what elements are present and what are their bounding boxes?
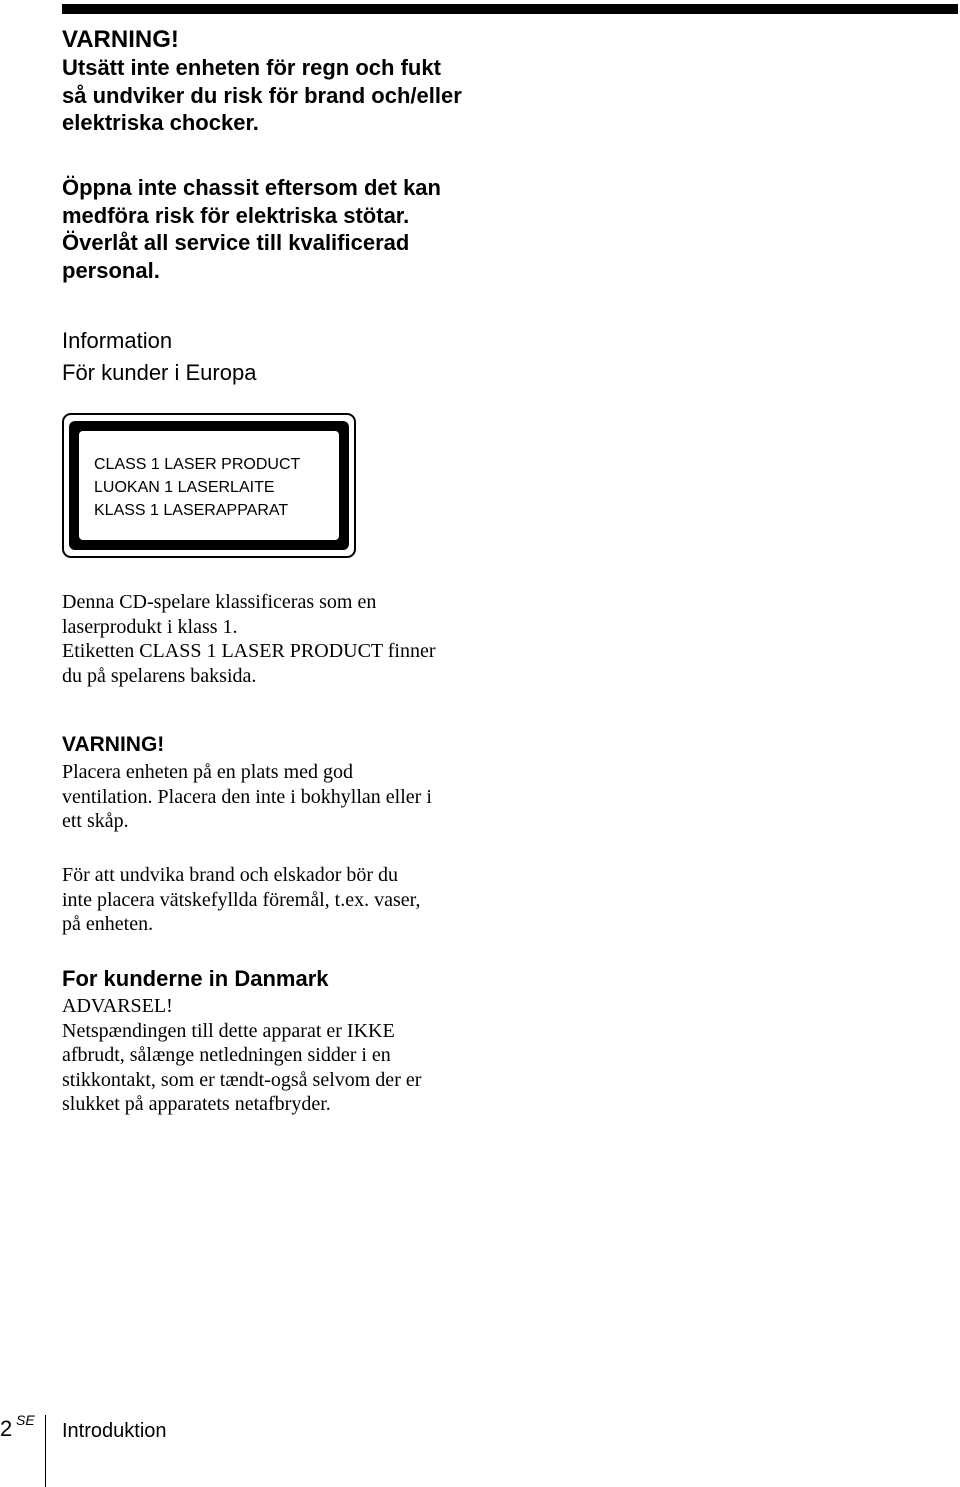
information-subheading: För kunder i Europa [62,360,257,385]
denmark-block [62,964,421,1117]
information-heading: Information [62,328,173,353]
paragraph-line: afbrudt, sålænge netledningen sidder i en [62,1044,391,1066]
warning-block-3 [62,730,432,834]
page-number: 2 [0,1416,13,1441]
language-code: SE [16,1412,35,1428]
warning-line: Utsätt inte enheten för regn och fukt [62,55,441,80]
warning-block-4 [62,863,420,937]
advarsel-label: ADVARSEL! [62,995,173,1017]
laser-class-label [62,413,356,558]
label-line: LUOKAN 1 LASERLAITE [94,479,275,496]
warning-block-2 [62,174,441,284]
information-block [62,325,256,389]
paragraph-line: inte placera vätskefyllda föremål, t.ex. vaser, [62,888,421,911]
paragraph-line: på enheten. [62,913,154,935]
top-rule [62,4,958,14]
label-line: KLASS 1 LASERAPPARAT [94,502,289,519]
warning-line: medföra risk för elektriska stötar. [62,202,410,228]
paragraph-line: stikkontakt, som er tændt-også selvom der er [62,1068,422,1091]
paragraph-line: Etiketten CLASS 1 LASER PRODUCT finner [62,640,436,662]
paragraph-line: För att undvika brand och elskador bör du [62,864,399,886]
warning-line: Överlåt all service till kvalificerad [62,230,410,255]
paragraph-line: slukket på apparatets netafbryder. [62,1093,331,1115]
warning-line: så undviker du risk för brand och/eller [62,82,462,108]
warning-line: Öppna inte chassit eftersom det kan [62,175,441,200]
section-name: Introduktion [62,1420,167,1442]
warning-line: personal. [62,257,160,283]
label-line: CLASS 1 LASER PRODUCT [94,456,301,473]
warning-line: elektriska chocker. [62,110,259,135]
warning-title: VARNING! [62,733,165,756]
label-text [94,453,300,522]
paragraph-line: Placera enheten på en plats med god [62,761,353,783]
paragraph-line: du på spelarens baksida. [62,664,257,687]
paragraph-line: ventilation. Placera den inte i bokhyllan eller i [62,785,432,808]
warning-block-1 [62,26,462,137]
laser-paragraph [62,590,436,688]
denmark-heading: For kunderne in Danmark [62,966,329,991]
footer-divider [45,1415,46,1487]
warning-title: VARNING! [62,26,179,53]
paragraph-line: Netspændingen till dette apparat er IKKE [62,1019,395,1042]
paragraph-line: Denna CD-spelare klassificeras som en [62,591,377,613]
paragraph-line: laserprodukt i klass 1. [62,615,238,638]
paragraph-line: ett skåp. [62,810,129,832]
